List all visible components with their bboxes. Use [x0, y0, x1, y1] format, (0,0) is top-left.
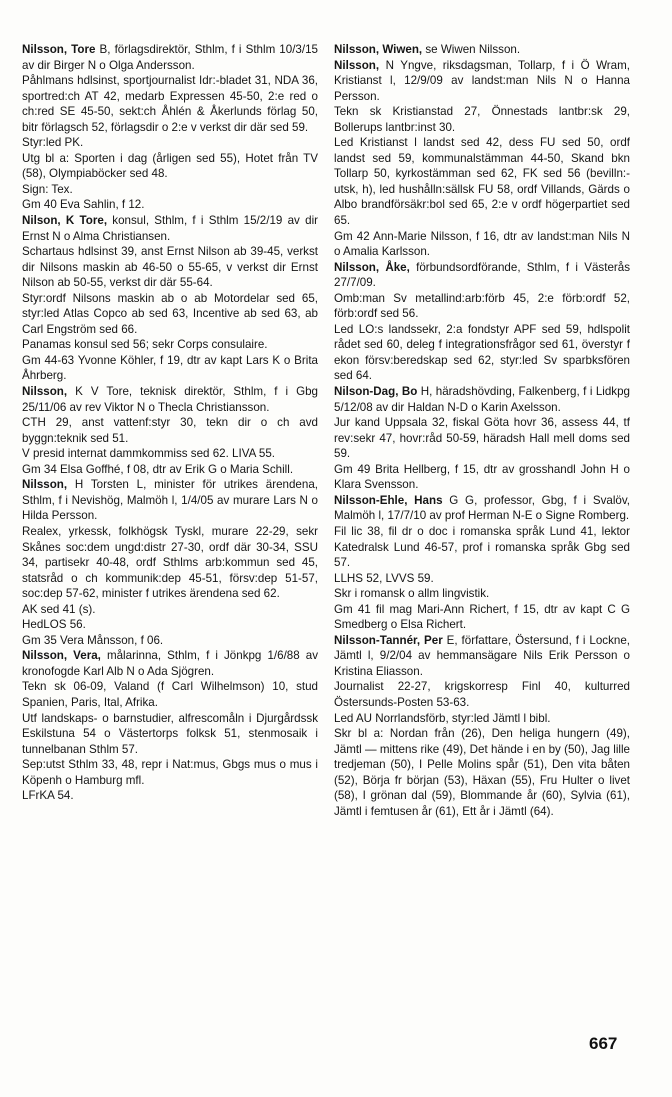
entry-text: Gm 41 fil mag Mari-Ann Richert, f 15, dtr av kapt C G Smedberg o Elsa Richert. — [334, 602, 630, 632]
entry-text: Utf landskaps- o barnstudier, alfrescomåln i Djurgårdssk Eskilstuna 54 o Västertorps folksk 51, stenmosaik i tunnelbanan Sthlm 57. — [22, 711, 318, 756]
entry-heading-paragraph — [334, 493, 630, 524]
entry-name: Nilson-Dag, Bo — [334, 385, 418, 399]
entry-name: Nilsson-Tannér, Per — [334, 633, 443, 647]
entry-paragraph — [22, 182, 318, 198]
entry-paragraph — [22, 73, 318, 135]
entry-text: se Wiwen Nilsson. — [422, 43, 521, 56]
entry-heading-paragraph — [334, 42, 630, 58]
entry-paragraph — [334, 524, 630, 571]
entry-paragraph — [22, 462, 318, 478]
entry-heading-paragraph — [334, 260, 630, 291]
entry-paragraph — [22, 244, 318, 291]
entry-paragraph — [334, 415, 630, 462]
entry-paragraph — [334, 462, 630, 493]
entry-heading-paragraph — [22, 42, 318, 73]
entry-paragraph — [334, 104, 630, 135]
entry-paragraph — [22, 711, 318, 758]
entry-text: K V Tore, teknisk direktör, Sthlm, f i Gbg 25/11/06 av rev Viktor N o Thecla Christiansson. — [22, 385, 318, 414]
left-column — [22, 42, 318, 804]
entry-paragraph — [22, 337, 318, 353]
entry-name: Nilsson, — [22, 478, 68, 492]
entry-text: AK sed 41 (s). — [22, 602, 96, 616]
entry-text: Sep:utst Sthlm 33, 48, repr i Nat:mus, Gbgs mus o mus i Köpenh o Hamburg mfl. — [22, 758, 318, 787]
entry-text: Gm 34 Elsa Goffhé, f 08, dtr av Erik G o Maria Schill. — [22, 462, 294, 476]
entry-paragraph — [334, 586, 630, 602]
entry-text: Led AU Norrlandsförb, styr:led Jämtl l bibl. — [334, 711, 551, 725]
page-number: 667 — [589, 1034, 618, 1053]
entry-paragraph — [22, 788, 318, 804]
entry-text: CTH 29, anst vattenf:styr 30, tekn dir o ch avd byggn:teknik sed 51. — [22, 416, 318, 445]
entry-text: E, författare, Östersund, f i Lockne, Jämtl l, 9/2/04 av hemmansägare Nils Erik Persson o Kristina Eliasson. — [334, 633, 630, 678]
entry-text: Sign: Tex. — [22, 182, 73, 196]
entry-heading-paragraph — [334, 633, 630, 680]
entry-paragraph — [22, 415, 318, 446]
entry-text: Schartaus hdlsinst 39, anst Ernst Nilson ab 39-45, verkst dir Nilsons maskin ab 46-50 o 55-65, v verkst dir Ernst Nilson ab 50-55, verkst dir där 55-64. — [22, 245, 318, 290]
entry-text: Gm 35 Vera Månsson, f 06. — [22, 633, 164, 647]
entry-paragraph — [22, 679, 318, 710]
entry-text: Påhlmans hdlsinst, sportjournalist Idr:-bladet 31, NDA 36, sportred:ch AT 42, medarb Expressen 45-50, 2:e red o ch:red SE 45-50, sekt:ch Åhlén & Åkerlunds förlag 50, bitr förlagsch 52, förlagsdir o 2:e v verkst dir där sed 59. — [22, 74, 318, 134]
entry-text: Skr i romansk o allm lingvistik. — [334, 587, 490, 601]
entry-text: Omb:man Sv metallind:arb:förb 45, 2:e förb:ordf 52, förb:ordf sed 56. — [334, 291, 630, 321]
entry-text: Tekn sk 06-09, Valand (f Carl Wilhelmson) 10, stud Spanien, Paris, Ital, Afrika. — [22, 680, 318, 709]
entry-paragraph — [334, 291, 630, 322]
entry-heading-paragraph — [22, 477, 318, 524]
entry-text: förbundsordförande, Sthlm, f i Västerås 27/7/09. — [334, 260, 630, 290]
entry-name: Nilsson, Tore — [22, 43, 96, 56]
entry-text: Tekn sk Kristianstad 27, Önnestads lantbr:sk 29, Bollerups lantbr:inst 30. — [334, 105, 630, 134]
entry-paragraph — [334, 322, 630, 384]
entry-name: Nilsson, — [334, 58, 380, 72]
entry-text: Panamas konsul sed 56; sekr Corps consulaire. — [22, 338, 268, 352]
entry-heading-paragraph — [22, 384, 318, 415]
entry-text: Gm 49 Brita Hellberg, f 15, dtr av grosshandl John H o Klara Svensson. — [334, 462, 630, 492]
entry-text: Realex, yrkessk, folkhögsk Tyskl, murare 22-29, sekr Skånes soc:dem ungd:distr 27-30, ordf där 30-34, SSU 34, partisekr 40-48, ordf Sthlms arb:kommun sed 45, statsråd o ch kommunik:dep 45-51, försv:dep 51-57, soc:dep 57-62, minister f utrikes ärendena sed 62. — [22, 524, 318, 601]
entry-paragraph — [22, 291, 318, 338]
entry-text: Utg bl a: Sporten i dag (årligen sed 55), Hotet från TV (58), Olympiaböcker sed 48. — [22, 151, 318, 181]
entry-name: Nilsson, — [22, 385, 68, 399]
entry-text: Gm 42 Ann-Marie Nilsson, f 16, dtr av landst:man Nils N o Amalia Karlsson. — [334, 229, 630, 259]
right-column — [334, 42, 630, 819]
entry-paragraph — [334, 229, 630, 260]
entry-paragraph — [22, 617, 318, 633]
entry-text: målarinna, Sthlm, f i Jönkpg 1/6/88 av kronofogde Karl Alb N o Ada Sjögren. — [22, 649, 318, 678]
entry-text: Gm 40 Eva Sahlin, f 12. — [22, 198, 145, 212]
entry-text: Gm 44-63 Yvonne Köhler, f 19, dtr av kapt Lars K o Brita Åhrberg. — [22, 353, 318, 383]
entry-paragraph — [22, 633, 318, 649]
entry-text: LLHS 52, LVVS 59. — [334, 571, 434, 585]
entry-text: Styr:ordf Nilsons maskin ab o ab Motordelar sed 65, styr:led Atlas Copco ab sed 63, Incentive ab sed 63, ab Carl Engström sed 66. — [22, 291, 318, 336]
entry-text: N Yngve, riksdagsman, Tollarp, f i Ö Wram, Kristianst l, 12/9/09 av landst:man Nils N o Hanna Persson. — [334, 58, 630, 103]
entry-text: Led LO:s landssekr, 2:a fondstyr APF sed 59, hdlspolit rådet sed 60, deleg f integrationsfrågor sed 61, överstyr f ekon försv:beredskap sed 62, styr:led Sv sparbksfören sed 64. — [334, 322, 630, 383]
entry-name: Nilsson, Åke, — [334, 260, 410, 274]
entry-name: Nilsson, Vera, — [22, 649, 101, 663]
entry-text: konsul, Sthlm, f i Sthlm 15/2/19 av dir Ernst N o Alma Christiansen. — [22, 214, 318, 243]
entry-text: LFrKA 54. — [22, 789, 74, 803]
entry-heading-paragraph — [22, 648, 318, 679]
entry-text: H, häradshövding, Falkenberg, f i Lidkpg 5/12/08 av dir Haldan N-D o Karin Axelsson. — [334, 385, 630, 414]
entry-text: V presid internat dammkommiss sed 62. LIVA 55. — [22, 447, 276, 461]
entry-paragraph — [22, 135, 318, 151]
entry-text: Skr bl a: Nordan från (26), Den heliga hungern (49), Jämtl — mittens rike (49), Det hände i en by (50), Jag lille tredjeman (50), I Pelle Molins spår (51), Den vita båten (52), Börja fr början (53), Häxan (55), Fru Hulter o livet (58), I grönan dal (59), Blommande år (60), Sylvia (61), Jämtl i femtusen år (61), Ett år i Jämtl (64). — [334, 727, 630, 818]
entry-text: Fil lic 38, fil dr o doc i romanska språk Lund 41, lektor Katedralsk Lund 46-57, prof i romanska språk Gbg sed 57. — [334, 524, 630, 570]
entry-paragraph — [22, 446, 318, 462]
entry-text: HedLOS 56. — [22, 618, 86, 632]
entry-text: Led Kristianst l landst sed 42, dess FU sed 50, ordf landst sed 59, kommunalstämman 44-50, Skand bkn Tollarp 50, kyrkostämman sed 62, FK sed 56 (bevilln:-utsk, h), led hushålln:sällsk FU 58, ordf Villands, Gärds o Albo brandförsäkr:bol sed 65, 2:e v ordf högerpartiet sed 65. — [334, 136, 630, 228]
entry-paragraph — [22, 757, 318, 788]
entry-text: B, förlagsdirektör, Sthlm, f i Sthlm 10/3/15 av dir Birger N o Olga Andersson. — [22, 43, 318, 72]
entry-heading-paragraph — [334, 58, 630, 105]
entry-paragraph — [22, 353, 318, 384]
entry-paragraph — [22, 197, 318, 213]
entry-paragraph — [22, 151, 318, 182]
entry-heading-paragraph — [334, 384, 630, 415]
entry-name: Nilsson-Ehle, Hans — [334, 493, 443, 507]
entry-text: H Torsten L, minister för utrikes ärendena, Sthlm, f i Nevishög, Malmöh l, 1/4/05 av murare Lars N o Hilda Persson. — [22, 478, 318, 523]
entry-text: Journalist 22-27, krigskorresp Finl 40, kulturred Östersunds-Posten 53-63. — [334, 680, 630, 709]
entry-text: G G, professor, Gbg, f i Svalöv, Malmöh l, 17/7/10 av prof Herman N-E o Signe Romberg. — [334, 493, 631, 523]
entry-paragraph — [22, 602, 318, 618]
entry-text: Styr:led PK. — [22, 136, 84, 150]
entry-text: Jur kand Uppsala 32, fiskal Göta hovr 36, assess 44, tf rev:sekr 47, hovr:råd 50-59, häradsh Hall mell doms sed 59. — [334, 416, 630, 461]
entry-name: Nilson, K Tore, — [22, 214, 108, 228]
entry-paragraph — [334, 711, 630, 727]
entry-paragraph — [334, 679, 630, 710]
entry-paragraph — [334, 571, 630, 587]
entry-heading-paragraph — [22, 213, 318, 244]
entry-paragraph — [334, 726, 630, 819]
entry-paragraph — [334, 602, 630, 633]
entry-paragraph — [22, 524, 318, 602]
entry-paragraph — [334, 135, 630, 228]
entry-name: Nilsson, Wiwen, — [334, 43, 423, 56]
